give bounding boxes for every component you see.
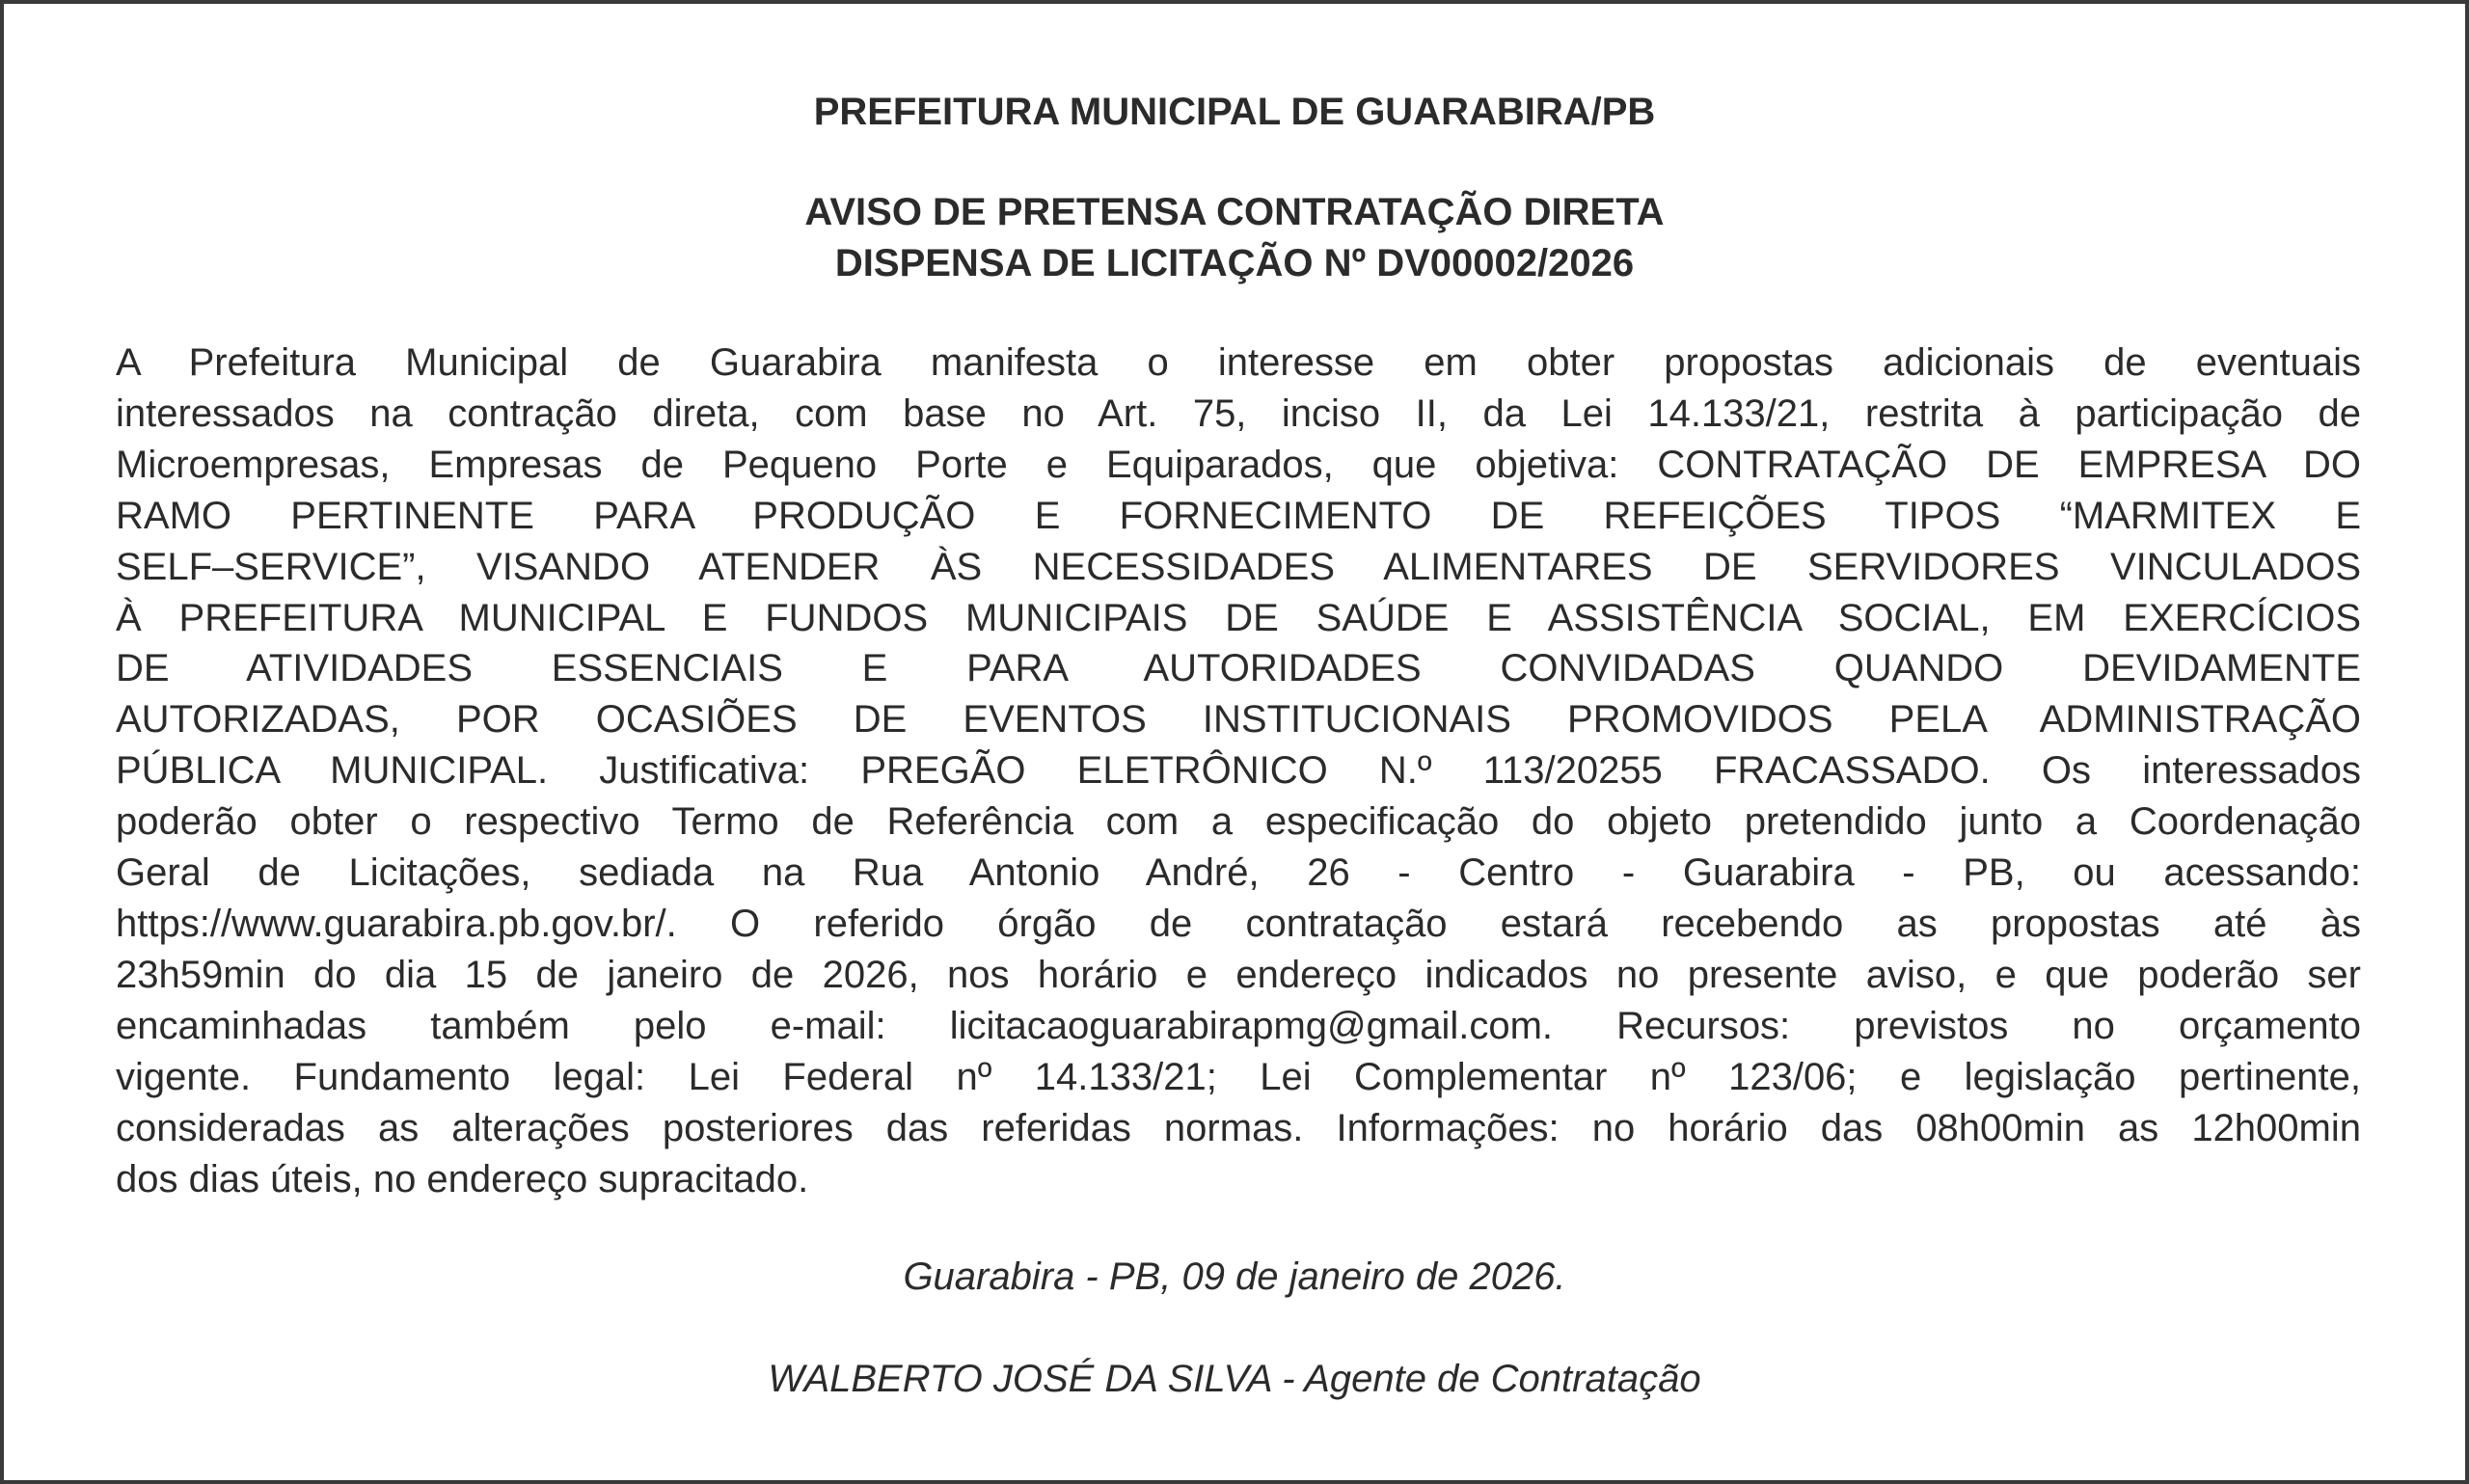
- body-line: Geral de Licitações, sediada na Rua Antonio André, 26 - Centro - Guarabira - PB, ou acessando:: [116, 851, 2361, 895]
- organization-heading: PREFEITURA MUNICIPAL DE GUARABIRA/PB: [813, 91, 1656, 133]
- notice-body: [116, 337, 2361, 1204]
- body-line: RAMO PERTINENTE PARA PRODUÇÃO E FORNECIMENTO DE REFEIÇÕES TIPOS “MARMITEX E: [116, 494, 2361, 537]
- body-line: vigente. Fundamento legal: Lei Federal nº 14.133/21; Lei Complementar nº 123/06; e legislação pertinente,: [116, 1055, 2361, 1098]
- body-line: PÚBLICA MUNICIPAL. Justificativa: PREGÃO ELETRÔNICO N.º 113/20255 FRACASSADO. Os interessados: [116, 749, 2361, 793]
- body-line: À PREFEITURA MUNICIPAL E FUNDOS MUNICIPAIS DE SAÚDE E ASSISTÊNCIA SOCIAL, EM EXERCÍCIOS: [116, 596, 2361, 639]
- body-line: dos dias úteis, no endereço supracitado.: [116, 1157, 809, 1201]
- body-line: A Prefeitura Municipal de Guarabira manifesta o interesse em obter propostas adicionais de eventuais: [116, 341, 2361, 384]
- notice-subtitle: DISPENSA DE LICITAÇÃO Nº DV00002/2026: [834, 242, 1635, 284]
- signer-name: WALBERTO JOSÉ DA SILVA - Agente de Contratação: [768, 1358, 1701, 1400]
- body-line: AUTORIZADAS, POR OCASIÕES DE EVENTOS INSTITUCIONAIS PROMOVIDOS PELA ADMINISTRAÇÃO: [116, 698, 2361, 742]
- notice-title: AVISO DE PRETENSA CONTRATAÇÃO DIRETA: [804, 191, 1665, 233]
- body-line: interessados na contração direta, com base no Art. 75, inciso II, da Lei 14.133/21, restrita à participação de: [116, 391, 2361, 435]
- body-line: Microempresas, Empresas de Pequeno Porte e Equiparados, que objetiva: CONTRATAÇÃO DE EMPRESA DO: [116, 443, 2361, 486]
- body-line: SELF–SERVICE”, VISANDO ATENDER ÀS NECESSIDADES ALIMENTARES DE SERVIDORES VINCULADOS: [116, 545, 2361, 588]
- body-line: encaminhadas também pelo e-mail: licitacaoguarabirapmg@gmail.com. Recursos: previstos no orçamento: [116, 1004, 2361, 1047]
- body-line: https://www.guarabira.pb.gov.br/. O referido órgão de contratação estará recebendo as propostas até às: [116, 902, 2361, 945]
- body-line: 23h59min do dia 15 de janeiro de 2026, nos horário e endereço indicados no presente aviso, e que poderão ser: [116, 953, 2361, 996]
- body-line: consideradas as alterações posteriores das referidas normas. Informações: no horário das 08h00min as 12h00min: [116, 1106, 2361, 1149]
- place-date: Guarabira - PB, 09 de janeiro de 2026.: [903, 1255, 1566, 1298]
- body-line: poderão obter o respectivo Termo de Referência com a especificação do objeto pretendido junto a Coordenação: [116, 800, 2361, 844]
- body-line: DE ATIVIDADES ESSENCIAIS E PARA AUTORIDADES CONVIDADAS QUANDO DEVIDAMENTE: [116, 647, 2361, 690]
